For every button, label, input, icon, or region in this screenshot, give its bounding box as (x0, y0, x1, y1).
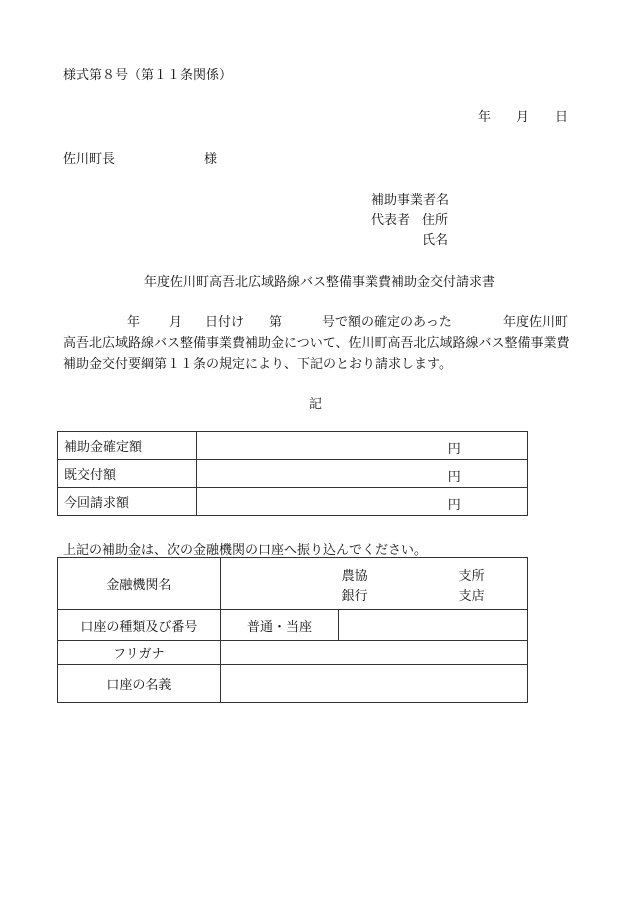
body-month: 月 (169, 315, 183, 330)
paid-amount-unit: 円 (447, 470, 461, 485)
table-row (58, 641, 528, 665)
body-line-2: 高吾北広域路線バス整備事業費補助金について、佐川町高吾北広域路線バス整備事業費 (63, 336, 570, 351)
representative-label: 代表者 (371, 213, 411, 228)
account-number-value[interactable] (339, 610, 528, 641)
body-number-suffix: 号で額の確定のあった (322, 315, 452, 330)
confirmed-amount-unit: 円 (447, 442, 461, 457)
body-fy-town: 年度佐川町 (503, 315, 569, 330)
business-name-label: 補助事業者名 (371, 193, 450, 208)
date-year: 年 (478, 110, 492, 125)
confirmed-amount-label: 補助金確定額 (58, 432, 197, 460)
body-day-dated: 日付け (205, 315, 245, 330)
branch-store-label: 支店 (458, 589, 485, 604)
addressee-honorific: 様 (204, 152, 218, 167)
furigana-label: フリガナ (58, 641, 221, 665)
form-number: 様式第８号（第１１条関係） (63, 68, 233, 83)
institution-value[interactable] (220, 558, 527, 610)
request-amount-label: 今回請求額 (58, 488, 197, 516)
bank-label: 銀行 (341, 589, 368, 604)
table-row (58, 610, 528, 641)
table-row (58, 460, 528, 488)
nokyo-label: 農協 (341, 569, 368, 584)
bank-intro: 上記の補助金は、次の金融機関の口座へ振り込んでください。 (63, 543, 428, 558)
furigana-value[interactable] (220, 641, 527, 665)
ki-heading: 記 (309, 397, 323, 412)
date-month: 月 (516, 110, 530, 125)
request-amount-value[interactable] (196, 488, 527, 516)
address-label: 住所 (422, 213, 449, 228)
table-row (58, 488, 528, 516)
amounts-table (57, 431, 528, 516)
account-name-value[interactable] (220, 665, 527, 703)
bank-table (57, 557, 528, 703)
body-line-3: 補助金交付要綱第１１条の規定により、下記のとおり請求します。 (63, 357, 452, 372)
confirmed-amount-value[interactable] (196, 432, 527, 460)
account-type-label: 口座の種類及び番号 (58, 610, 221, 641)
date-day: 日 (555, 110, 569, 125)
table-row (58, 432, 528, 460)
name-label: 氏名 (422, 233, 449, 248)
table-row (58, 665, 528, 703)
paid-amount-value[interactable] (196, 460, 527, 488)
account-type-value[interactable]: 普通・当座 (220, 610, 339, 641)
institution-label: 金融機関名 (58, 558, 221, 610)
body-number-prefix: 第 (269, 315, 283, 330)
branch-office-label: 支所 (458, 569, 485, 584)
table-row (58, 558, 528, 610)
request-amount-unit: 円 (447, 498, 461, 513)
paid-amount-label: 既交付額 (58, 460, 197, 488)
document-title: 年度佐川町高吾北広域路線バス整備事業費補助金交付請求書 (144, 275, 496, 290)
account-name-label: 口座の名義 (58, 665, 221, 703)
addressee-name: 佐川町長 (63, 152, 116, 167)
body-year: 年 (127, 315, 141, 330)
